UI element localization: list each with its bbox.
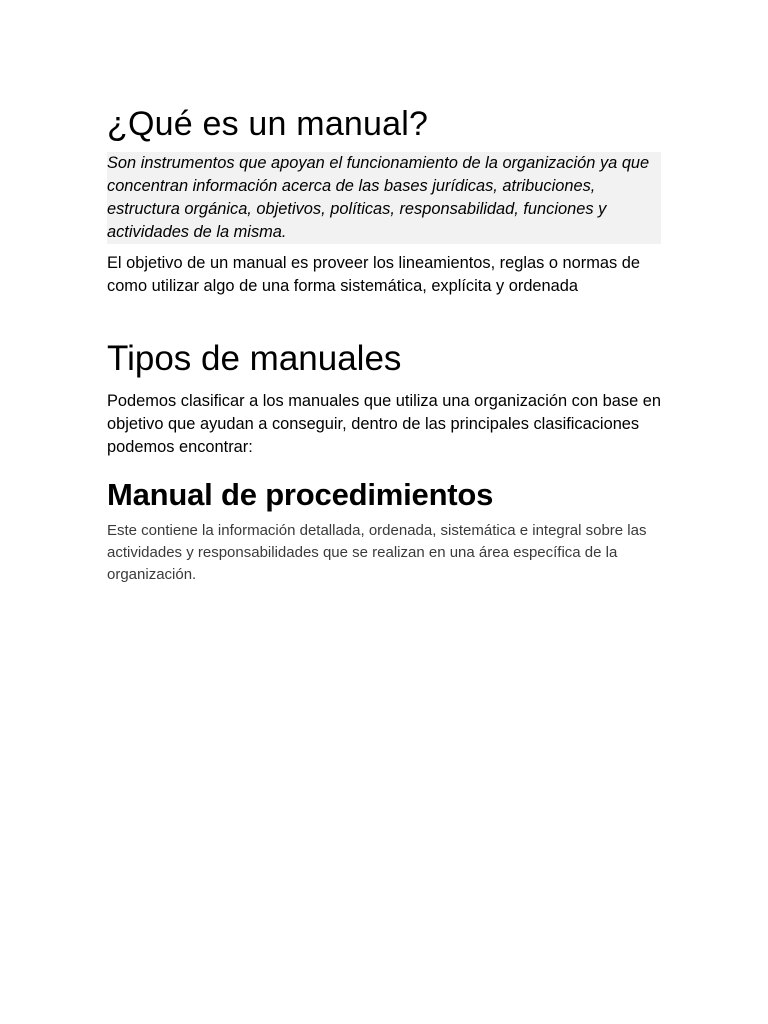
manual-types-paragraph: Podemos clasificar a los manuales que utiliza una organización con base en objetivo que ayudan a conseguir, dentro de las principales clasificaciones podemos encontrar:	[107, 392, 661, 456]
definition-quote: Son instrumentos que apoyan el funcionamiento de la organización ya que concentran información acerca de las bases jurídicas, atribuciones, estructura orgánica, objetivos, políticas, responsabilidad, funciones y actividades de la misma.	[107, 152, 661, 244]
heading-tipos-de-manuales: Tipos de manuales	[107, 339, 402, 378]
heading-manual-de-procedimientos: Manual de procedimientos	[107, 477, 494, 512]
procedures-manual-paragraph: Este contiene la información detallada, ordenada, sistemática e integral sobre las actividades y responsabilidades que se realizan en una área específica de la organización.	[107, 522, 647, 583]
heading-que-es-un-manual: ¿Qué es un manual?	[107, 105, 429, 143]
manual-objective-paragraph: El objetivo de un manual es proveer los lineamientos, reglas o normas de como utilizar algo de una forma sistemática, explícita y ordenada	[107, 254, 640, 295]
